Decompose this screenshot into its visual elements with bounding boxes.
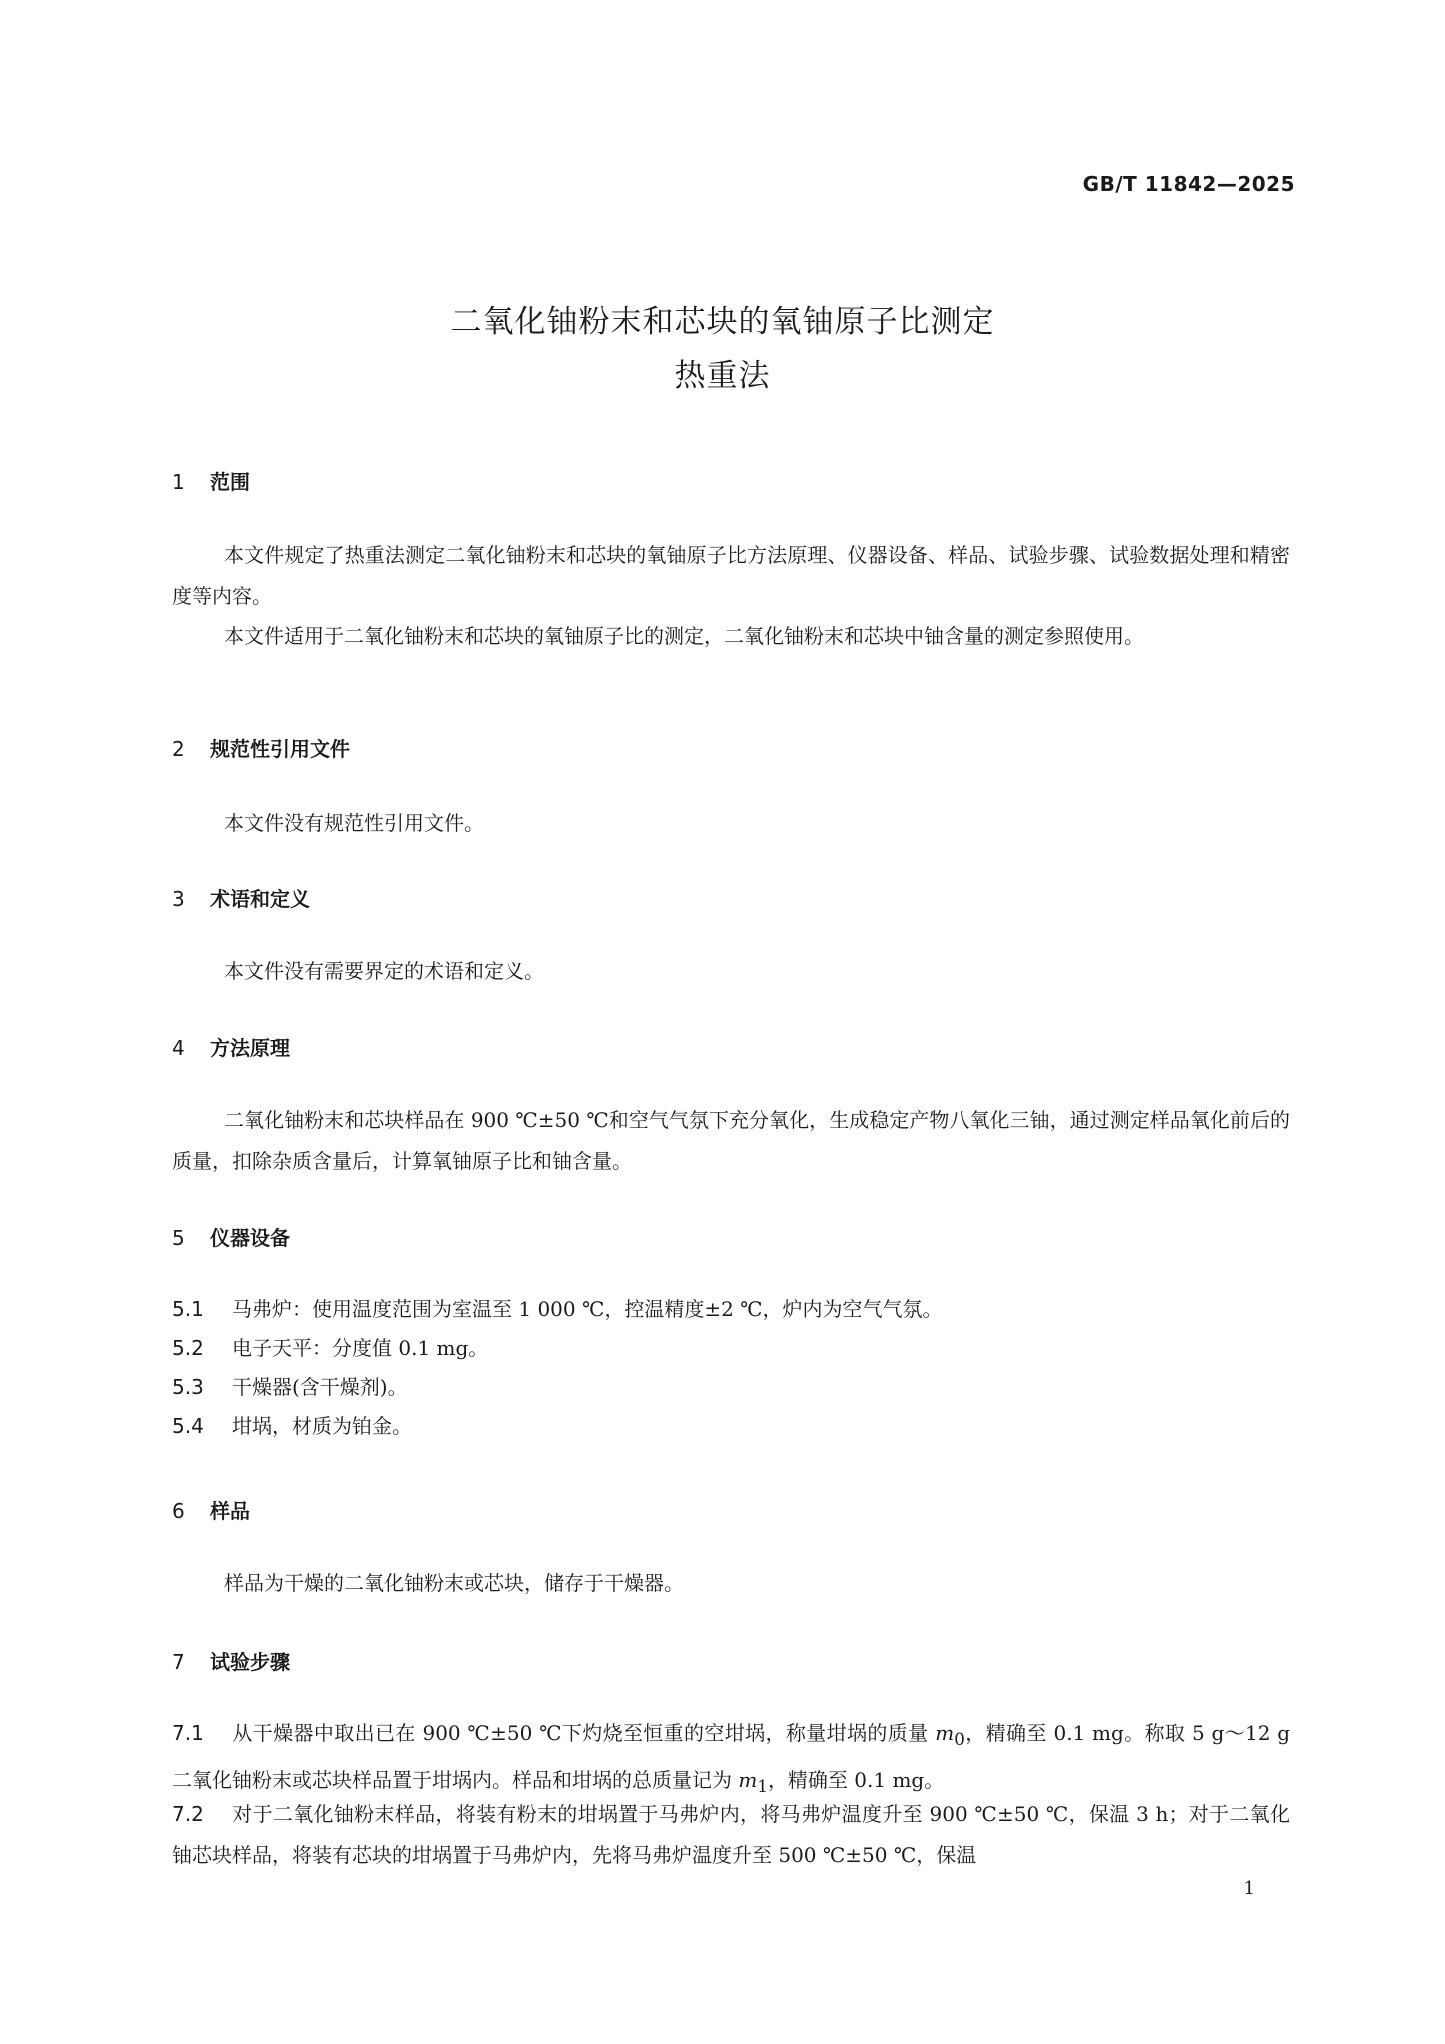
item-text: ，精确至 0.1 mg。称取 5 g～12 g 二氧化铀粉末或芯块样品置于坩埚内。样品和坩埚的总质量记为 <box>172 1721 1291 1792</box>
paragraph: 本文件没有需要界定的术语和定义。 <box>224 959 544 983</box>
item-text: ，精确至 0.1 mg。 <box>767 1768 945 1792</box>
section-heading <box>172 1032 290 1061</box>
item-number: 5.1 <box>172 1297 204 1321</box>
section-heading <box>172 1646 290 1675</box>
section-heading <box>172 1222 290 1251</box>
item-text: 干燥器(含干燥剂)。 <box>232 1375 408 1399</box>
section-title: 术语和定义 <box>210 887 310 911</box>
section-number: 2 <box>172 737 185 761</box>
section-heading <box>172 733 350 762</box>
section-title: 试验步骤 <box>210 1650 290 1674</box>
item-text: 从干燥器中取出已在 900 ℃±50 ℃下灼烧至恒重的空坩埚，称量坩埚的质量 <box>232 1721 936 1745</box>
list-item <box>172 1406 1290 1447</box>
document-subtitle: 热重法 <box>674 358 771 394</box>
section-number: 1 <box>172 470 185 494</box>
section-title: 范围 <box>210 470 250 494</box>
variable-m0: m <box>935 1721 955 1745</box>
item-text: 电子天平：分度值 0.1 mg。 <box>232 1336 489 1360</box>
document-title: 二氧化铀粉末和芯块的氧铀原子比测定 <box>450 304 995 340</box>
variable-subscript: 1 <box>757 1777 768 1796</box>
variable-subscript: 0 <box>954 1730 965 1749</box>
variable-m1: m <box>738 1768 758 1792</box>
item-number: 5.2 <box>172 1336 204 1360</box>
paragraph: 本文件适用于二氧化铀粉末和芯块的氧铀原子比的测定，二氧化铀粉末和芯块中铀含量的测定参照使用。 <box>224 624 1144 648</box>
section-heading <box>172 1495 250 1524</box>
paragraph: 二氧化铀粉末和芯块样品在 900 ℃±50 ℃和空气气氛下充分氧化，生成稳定产物八氧化三铀，通过测定样品氧化前后的质量，扣除杂质含量后，计算氧铀原子比和铀含量。 <box>172 1108 1290 1173</box>
section-title: 规范性引用文件 <box>210 737 350 761</box>
section-number: 5 <box>172 1226 185 1250</box>
list-item <box>172 1794 1290 1876</box>
item-text: 马弗炉：使用温度范围为室温至 1 000 ℃，控温精度±2 ℃，炉内为空气气氛。 <box>232 1297 943 1321</box>
section-heading <box>172 466 250 495</box>
item-text: 对于二氧化铀粉末样品，将装有粉末的坩埚置于马弗炉内，将马弗炉温度升至 900 ℃±50 ℃，保温 3 h；对于二氧化铀芯块样品，将装有芯块的坩埚置于马弗炉内，先将马弗炉温度升至 500 ℃±50 ℃，保温 <box>172 1802 1290 1867</box>
item-number: 5.3 <box>172 1375 204 1399</box>
section-number: 6 <box>172 1499 185 1523</box>
list-item <box>172 1289 1290 1330</box>
item-number: 7.1 <box>172 1721 204 1745</box>
item-text: 坩埚，材质为铂金。 <box>232 1414 412 1438</box>
list-item <box>172 1367 1290 1408</box>
section-title: 样品 <box>210 1499 250 1523</box>
section-title: 仪器设备 <box>210 1226 290 1250</box>
paragraph: 本文件规定了热重法测定二氧化铀粉末和芯块的氧铀原子比方法原理、仪器设备、样品、试验步骤、试验数据处理和精密度等内容。 <box>172 543 1290 608</box>
paragraph: 样品为干燥的二氧化铀粉末或芯块，储存于干燥器。 <box>224 1571 684 1595</box>
section-title: 方法原理 <box>210 1036 290 1060</box>
section-number: 7 <box>172 1650 185 1674</box>
page-number: 1 <box>1243 1878 1255 1899</box>
item-number: 7.2 <box>172 1802 204 1826</box>
paragraph: 本文件没有规范性引用文件。 <box>224 811 484 835</box>
section-number: 3 <box>172 887 185 911</box>
standard-number: GB/T 11842—2025 <box>1082 172 1295 196</box>
item-number: 5.4 <box>172 1414 204 1438</box>
list-item <box>172 1328 1290 1369</box>
section-number: 4 <box>172 1036 185 1060</box>
section-heading <box>172 883 310 912</box>
list-item <box>172 1713 1290 1807</box>
